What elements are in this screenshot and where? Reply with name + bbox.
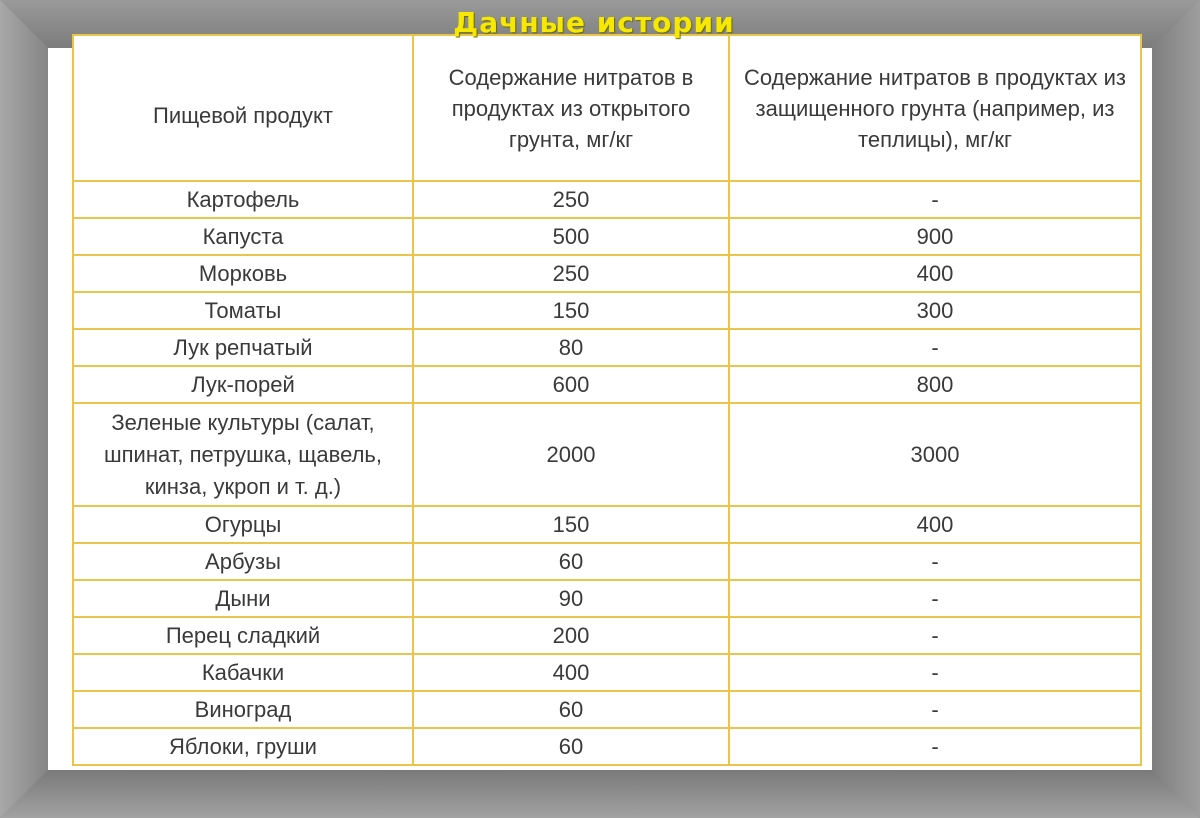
table-row (73, 654, 1141, 691)
table-row (73, 403, 1141, 506)
cell-open: 90 (413, 580, 729, 617)
cell-protected: 800 (729, 366, 1141, 403)
cell-protected: - (729, 617, 1141, 654)
table-row (73, 292, 1141, 329)
cell-product: Виноград (73, 691, 413, 728)
cell-product: Дыни (73, 580, 413, 617)
page-title: Дачные истории (453, 6, 735, 39)
header-open-ground: Содержание нитратов в продуктах из открытого грунта, мг/кг (413, 35, 729, 181)
cell-open: 60 (413, 691, 729, 728)
cell-protected: 3000 (729, 403, 1141, 506)
table-row (73, 366, 1141, 403)
frame-bevel-bottom (0, 770, 1200, 818)
cell-product: Зеленые культуры (салат, шпинат, петрушка, щавель, кинза, укроп и т. д.) (73, 403, 413, 506)
cell-open: 250 (413, 255, 729, 292)
cell-protected: - (729, 580, 1141, 617)
nitrates-table (72, 34, 1142, 766)
cell-protected: - (729, 329, 1141, 366)
cell-product: Перец сладкий (73, 617, 413, 654)
table-row (73, 617, 1141, 654)
table-body (73, 35, 1141, 765)
cell-protected: - (729, 728, 1141, 765)
cell-open: 500 (413, 218, 729, 255)
cell-product: Картофель (73, 181, 413, 218)
table-row (73, 218, 1141, 255)
cell-product: Капуста (73, 218, 413, 255)
table-row (73, 506, 1141, 543)
cell-product: Яблоки, груши (73, 728, 413, 765)
cell-open: 2000 (413, 403, 729, 506)
cell-open: 60 (413, 728, 729, 765)
table-row (73, 543, 1141, 580)
cell-protected: - (729, 543, 1141, 580)
cell-protected: 400 (729, 506, 1141, 543)
header-product: Пищевой продукт (73, 35, 413, 181)
table-row (73, 728, 1141, 765)
cell-protected: 900 (729, 218, 1141, 255)
cell-product: Морковь (73, 255, 413, 292)
cell-protected: - (729, 691, 1141, 728)
cell-product: Арбузы (73, 543, 413, 580)
cell-protected: - (729, 181, 1141, 218)
table-row (73, 329, 1141, 366)
cell-open: 200 (413, 617, 729, 654)
cell-open: 80 (413, 329, 729, 366)
cell-open: 150 (413, 506, 729, 543)
cell-protected: 300 (729, 292, 1141, 329)
table-header-row (73, 35, 1141, 181)
cell-open: 600 (413, 366, 729, 403)
cell-product: Огурцы (73, 506, 413, 543)
cell-open: 60 (413, 543, 729, 580)
frame-bevel-right (1152, 0, 1200, 818)
header-protected-ground: Содержание нитратов в продуктах из защищенного грунта (например, из теплицы), мг/кг (729, 35, 1141, 181)
cell-product: Лук репчатый (73, 329, 413, 366)
cell-product: Томаты (73, 292, 413, 329)
cell-open: 400 (413, 654, 729, 691)
cell-open: 150 (413, 292, 729, 329)
cell-protected: 400 (729, 255, 1141, 292)
cell-product: Лук-порей (73, 366, 413, 403)
table-row (73, 255, 1141, 292)
cell-product: Кабачки (73, 654, 413, 691)
cell-open: 250 (413, 181, 729, 218)
frame-bevel-left (0, 0, 48, 818)
table-row (73, 691, 1141, 728)
table-row (73, 580, 1141, 617)
cell-protected: - (729, 654, 1141, 691)
table-row (73, 181, 1141, 218)
